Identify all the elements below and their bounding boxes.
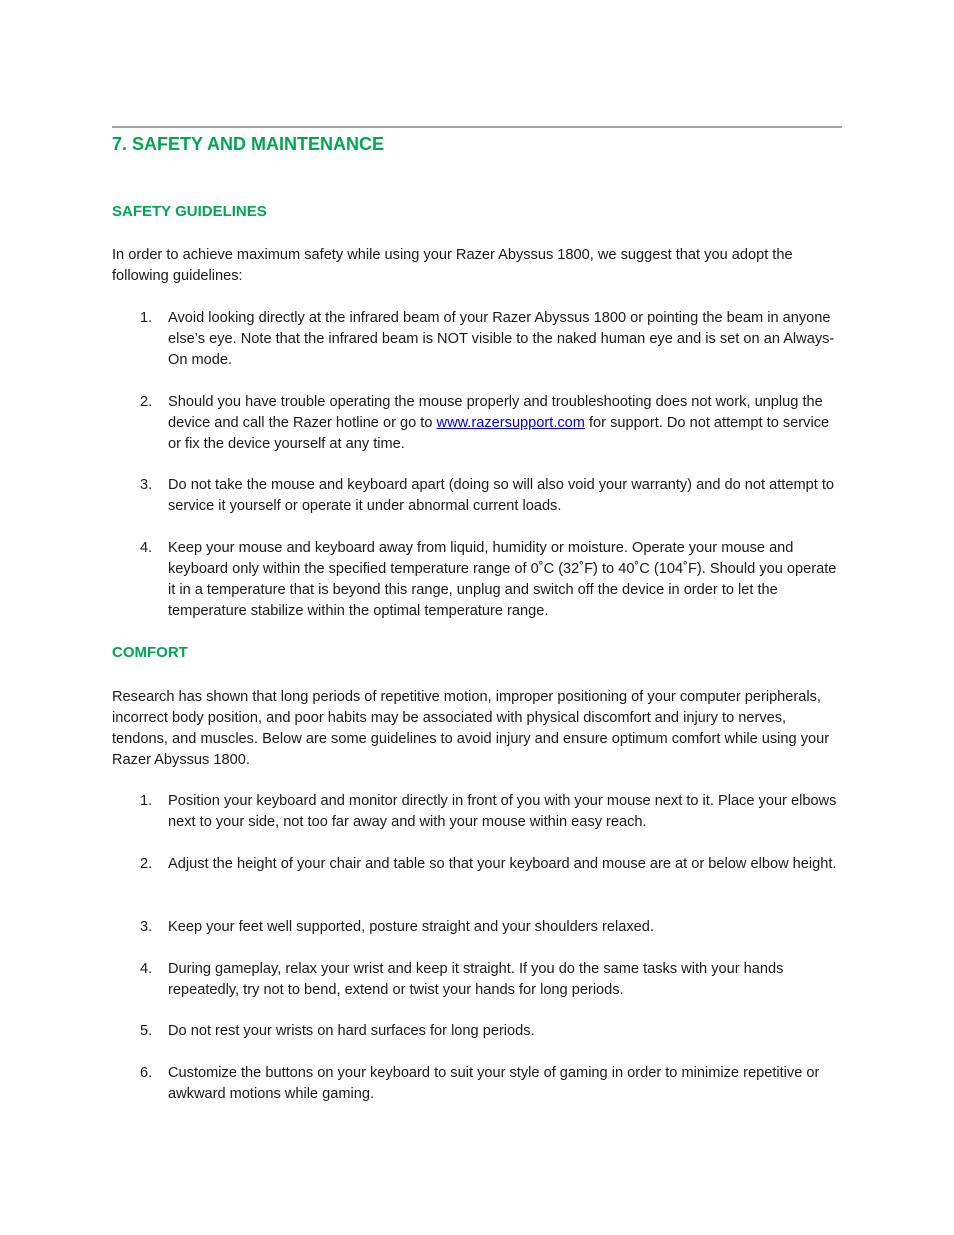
safety-item [112,475,842,517]
comfort-intro: Research has shown that long periods of repetitive motion, improper positioning of your computer peripherals, incorrect body position, and poor habits may be associated with physical discomfort and injury to nerves, tendons, and muscles. Below are some guidelines to avoid injury and ensure optimum comfort while using your Razer Abyssus 1800. [112,689,830,768]
safety-item [112,392,842,455]
item-number: 4. [140,961,153,977]
safety-intro: In order to achieve maximum safety while using your Razer Abyssus 1800, we suggest that you adopt the following guidelines: [112,247,793,284]
item-text: Keep your mouse and keyboard away from liquid, humidity or moisture. Operate your mouse and keyboard only within the specified temperature range of 0˚C (32˚F) to 40˚C (104˚F). Should you operate it in a temperature that is beyond this range, unplug and switch off the device in order to let the temperature stabilize within the optimal temperature range. [168,540,837,619]
header-rule [112,126,842,128]
item-text: Adjust the height of your chair and table so that your keyboard and mouse are at or below elbow height. [168,856,837,872]
item-text: During gameplay, relax your wrist and keep it straight. If you do the same tasks with your hands repeatedly, try not to bend, extend or twist your hands for long periods. [168,961,784,998]
item-text: Keep your feet well supported, posture straight and your shoulders relaxed. [168,919,654,935]
item-number: 3. [140,477,153,493]
safety-guidelines-heading: SAFETY GUIDELINES [112,203,267,220]
comfort-item [112,1063,842,1105]
item-text-before-link: Should you have trouble operating the mouse properly and troubleshooting does not work, unplug the device and call the Razer hotline or go to [168,394,823,431]
comfort-heading: COMFORT [112,644,188,661]
comfort-item [112,917,842,938]
item-number: 2. [140,394,153,410]
item-text: Do not rest your wrists on hard surfaces for long periods. [168,1023,535,1039]
item-text: Customize the buttons on your keyboard to suit your style of gaming in order to minimize repetitive or awkward motions while gaming. [168,1065,820,1102]
item-number: 5. [140,1023,153,1039]
item-text: Position your keyboard and monitor directly in front of you with your mouse next to it. Place your elbows next to your side, not too far away and with your mouse within easy reach. [168,793,837,830]
razer-support-link[interactable]: www.razersupport.com [436,415,585,431]
item-number: 2. [140,856,153,872]
section-title: 7. SAFETY AND MAINTENANCE [112,134,385,154]
item-number: 3. [140,919,153,935]
item-text: Avoid looking directly at the infrared beam of your Razer Abyssus 1800 or pointing the beam in anyone else’s eye. Note that the infrared beam is NOT visible to the naked human eye and is set on an Always-On mode. [168,310,835,368]
comfort-item [112,1021,842,1042]
safety-item [112,538,842,622]
comfort-item [112,959,842,1001]
item-number: 1. [140,310,153,326]
item-number: 1. [140,793,153,809]
item-text: Do not take the mouse and keyboard apart (doing so will also void your warranty) and do not attempt to service it yourself or operate it under abnormal current loads. [168,477,835,514]
safety-item [112,308,842,371]
item-number: 4. [140,540,153,556]
comfort-item [112,854,842,875]
item-text-after-link: for support. Do not attempt to service or fix the device yourself at any time. [168,415,830,452]
comfort-item [112,791,842,833]
item-text [168,392,842,455]
item-number: 6. [140,1065,153,1081]
